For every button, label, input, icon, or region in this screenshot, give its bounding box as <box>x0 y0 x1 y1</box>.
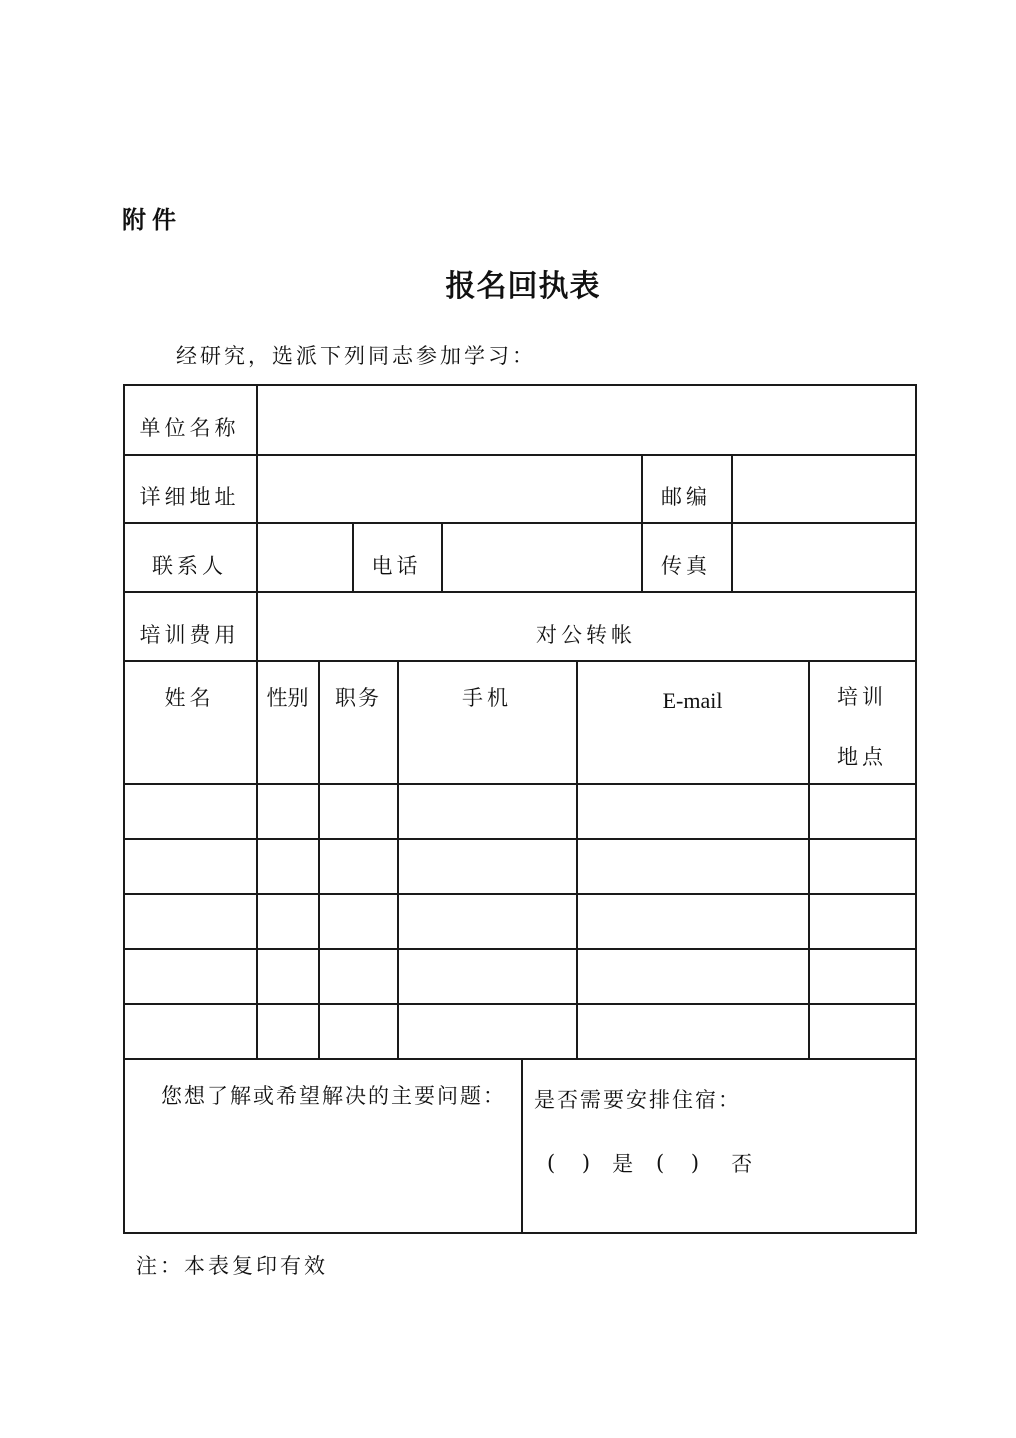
main-questions-field[interactable] <box>125 1124 519 1230</box>
row5-mobile-field[interactable] <box>399 1005 576 1057</box>
row4-email-field[interactable] <box>578 950 808 1002</box>
row2-location-field[interactable] <box>810 840 915 892</box>
row5-position-field[interactable] <box>320 1005 397 1057</box>
row4-name-field[interactable] <box>125 950 256 1002</box>
col-divider <box>521 1058 523 1233</box>
accommodation-label: 是否需要安排住宿： <box>534 1088 741 1112</box>
row2-name-field[interactable] <box>125 840 256 892</box>
fax-field[interactable] <box>733 524 914 590</box>
table-border-right <box>915 384 917 1233</box>
row1-location-field[interactable] <box>810 785 915 837</box>
main-questions-label: 您想了解或希望解决的主要问题： <box>161 1084 506 1108</box>
header-location-line1: 培训 <box>837 685 887 709</box>
row1-name-field[interactable] <box>125 785 256 837</box>
row3-gender-field[interactable] <box>258 895 318 947</box>
header-training-location <box>809 667 915 787</box>
fax-label: 传真 <box>661 553 711 578</box>
row3-email-field[interactable] <box>578 895 808 947</box>
no-label: 否 <box>731 1152 753 1176</box>
row3-mobile-field[interactable] <box>399 895 576 947</box>
footer-note: 注：本表复印有效 <box>136 1254 328 1278</box>
row2-mobile-field[interactable] <box>399 840 576 892</box>
row4-location-field[interactable] <box>810 950 915 1002</box>
accommodation-no-option[interactable] <box>656 1148 752 1178</box>
phone-field[interactable] <box>443 524 640 590</box>
phone-label: 电话 <box>371 553 422 578</box>
form-title: 报名回执表 <box>445 269 601 304</box>
accommodation-yes-option[interactable] <box>547 1148 633 1178</box>
registration-table <box>123 384 917 1233</box>
yes-checkbox[interactable]: ( ) <box>547 1151 601 1175</box>
unit-name-label: 单位名称 <box>139 415 240 440</box>
row5-email-field[interactable] <box>578 1005 808 1057</box>
postcode-label: 邮编 <box>661 484 711 509</box>
row4-position-field[interactable] <box>320 950 397 1002</box>
attachment-label: 附件 <box>122 206 182 234</box>
row3-name-field[interactable] <box>125 895 256 947</box>
header-name: 姓名 <box>164 686 215 710</box>
row4-gender-field[interactable] <box>258 950 318 1002</box>
row-divider <box>123 1058 917 1060</box>
address-field[interactable] <box>257 456 640 521</box>
row5-gender-field[interactable] <box>258 1005 318 1057</box>
header-email: E-mail <box>662 688 723 713</box>
row4-mobile-field[interactable] <box>399 950 576 1002</box>
row1-mobile-field[interactable] <box>399 785 576 837</box>
address-label: 详细地址 <box>139 484 240 509</box>
header-location-line2: 地点 <box>837 745 887 769</box>
row5-location-field[interactable] <box>810 1005 915 1057</box>
table-border-bottom <box>123 1232 917 1234</box>
row1-email-field[interactable] <box>578 785 808 837</box>
row1-position-field[interactable] <box>320 785 397 837</box>
yes-label: 是 <box>612 1152 634 1176</box>
unit-name-field[interactable] <box>257 386 914 453</box>
row2-email-field[interactable] <box>578 840 808 892</box>
row5-name-field[interactable] <box>125 1005 256 1057</box>
no-checkbox[interactable]: ( ) <box>656 1151 710 1175</box>
header-position: 职务 <box>335 686 381 710</box>
header-mobile: 手机 <box>462 686 512 710</box>
contact-field[interactable] <box>257 524 351 590</box>
row3-position-field[interactable] <box>320 895 397 947</box>
fee-value: 对公转帐 <box>536 622 636 647</box>
row2-gender-field[interactable] <box>258 840 318 892</box>
header-gender: 性别 <box>266 686 309 710</box>
intro-text: 经研究，选派下列同志参加学习： <box>176 344 536 368</box>
contact-label: 联系人 <box>152 553 227 578</box>
row1-gender-field[interactable] <box>258 785 318 837</box>
fee-label: 培训费用 <box>139 622 240 647</box>
row2-position-field[interactable] <box>320 840 397 892</box>
row3-location-field[interactable] <box>810 895 915 947</box>
postcode-field[interactable] <box>733 456 914 521</box>
